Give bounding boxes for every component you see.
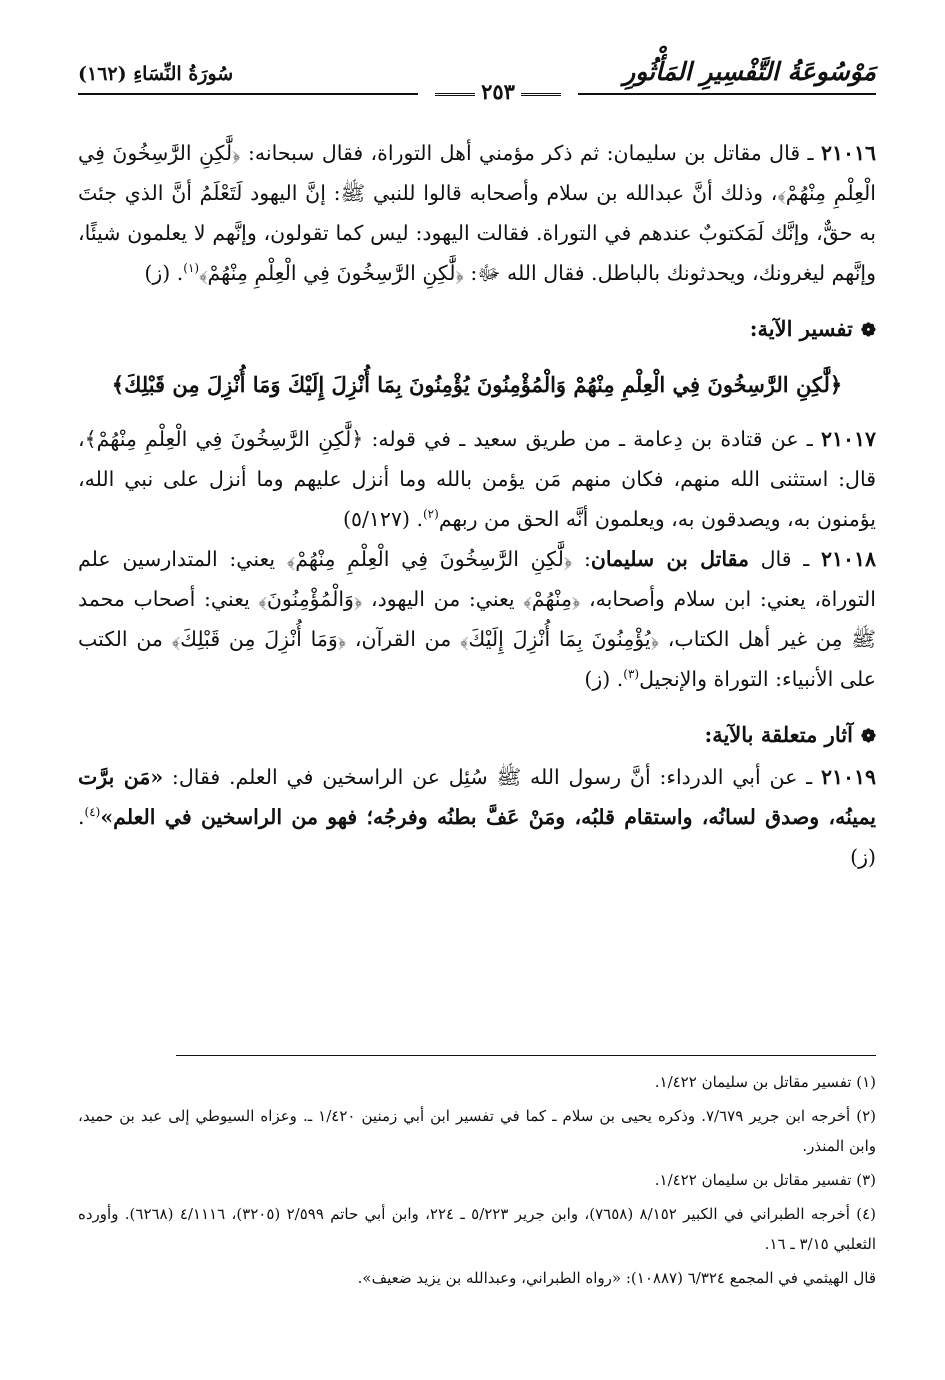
entry-text: ـ قال مقاتل بن سليمان: ثم ذكر مؤمني أهل التوراة، فقال سبحانه: ﴿لَّٰكِنِ الرَّٰسِخُونَ فِي الْعِلْمِ مِنْهُمْ﴾، وذلك أنَّ عبدالله بن سلام وأصحابه قالوا للنبي ﷺ: إنَّ اليهود لَتَعْلَمُ أنَّ الذي جئتَ به حقٌّ، وإنَّك لَمَكتوبٌ عندهم في التوراة. فقالت اليهود: ليس كما تقولون، وإنَّهم لا يعلمون شيئًا، وإنَّهم ليغرونك، ويحدثونك بالباطل. فقال الله ﷻ: ﴿لَّٰكِنِ الرَّٰسِخُونَ فِي الْعِلْمِ مِنْهُمْ﴾	[78, 141, 876, 285]
heading-text: آثار متعلقة بالآية:	[704, 722, 853, 747]
entry-number: ٢١٠١٦	[820, 141, 876, 165]
footnotes	[78, 1067, 876, 1297]
book-title: مَوْسُوعَةُ التَّفْسِيرِ المَأْثُورِ	[623, 57, 876, 86]
entry-number: ٢١٠١٧	[820, 427, 876, 451]
running-header	[78, 55, 876, 104]
ornament-left	[521, 93, 561, 96]
entry-end: . (٥/١٢٧)	[343, 507, 423, 531]
footnote-1: (١) تفسير مقاتل بن سليمان ١/٤٢٢.	[654, 1073, 876, 1091]
entry-intro: ـ قال	[748, 547, 821, 571]
entry-number: ٢١٠١٩	[820, 765, 876, 789]
entry-21018	[78, 539, 876, 699]
heading-text: تفسير الآية:	[749, 316, 853, 341]
footnote-2: (٢) أخرجه ابن جرير ٧/٦٧٩. وذكره يحيى بن سلام ـ كما في تفسير ابن أبي زمنين ١/٤٢٠ ـ. وعزاه السيوطي إلى عبد بن حميد، وابن المنذر.	[78, 1107, 876, 1155]
footnote-ref[interactable]: (٤)	[84, 805, 101, 820]
footnote-ref[interactable]: (٣)	[623, 667, 640, 682]
section-heading-athar	[78, 715, 876, 757]
flower-icon: ❁	[860, 726, 876, 747]
footnote-3: (٣) تفسير مقاتل بن سليمان ١/٤٢٢.	[654, 1171, 876, 1189]
page-number-box	[418, 77, 578, 111]
ornament-right	[435, 93, 475, 96]
footnote-separator	[176, 1055, 876, 1056]
section-heading-tafsir	[78, 309, 876, 351]
main-text	[78, 133, 876, 877]
flower-icon: ❁	[860, 320, 876, 341]
footnote-4: (٤) أخرجه الطبراني في الكبير ٨/١٥٢ (٧٦٥٨)، وابن جرير ٥/٢٢٣ ـ ٢٢٤، وابن أبي حاتم ٢/٥٩٩ (٣٢٠٥)، ٤/١١١٦ (٦٢٦٨). وأورده الثعلبي ٣/١٥ ـ ١٦.	[78, 1205, 876, 1253]
entry-text: ـ عن أبي الدرداء: أنَّ رسول الله ﷺ سُئِل عن الراسخين في العلم. فقال:	[163, 765, 821, 789]
entry-21017	[78, 419, 876, 539]
entry-text: : ﴿لَّٰكِنِ الرَّٰسِخُونَ فِي الْعِلْمِ مِنْهُمْ﴾ يعني: المتدارسين علم التوراة، يعني: ابن سلام وأصحابه، ﴿مِنْهُمْ﴾ يعني: من اليهود، ﴿وَالْمُؤْمِنُونَ﴾ يعني: أصحاب محمد ﷺ مِن غير أهل الكتاب، ﴿يُؤْمِنُونَ بِمَا أُنْزِلَ إِلَيْكَ﴾ من القرآن، ﴿وَمَا أُنْزِلَ مِن قَبْلِكَ﴾ من الكتب على الأنبياء: التوراة والإنجيل	[78, 547, 876, 691]
hadith-quote: «مَن برَّت يمينُه، وصدق لسانُه، واستقام قلبُه، ومَنْ عَفَّ بطنُه وفرجُه؛ فهو من الراسخين في العلم»	[78, 765, 876, 829]
footnote-4-note: قال الهيثمي في المجمع ٦/٣٢٤ (١٠٨٨٧): «رواه الطبراني، وعبدالله بن يزيد ضعيف».	[357, 1269, 876, 1287]
entry-21016	[78, 133, 876, 293]
entry-speaker: مقاتل بن سليمان	[590, 547, 749, 571]
entry-number: ٢١٠١٨	[820, 547, 876, 571]
surah-label: سُورَةُ النِّسَاءِ (١٦٢)	[78, 63, 234, 85]
page	[78, 55, 876, 1335]
entry-text: ـ عن قتادة بن دِعامة ـ من طريق سعيد ـ في قوله: ﴿لَّٰكِنِ الرَّٰسِخُونَ فِي الْعِلْمِ مِنْهُمْ﴾، قال: استثنى الله منهم، فكان منهم مَن يؤمن بالله وما أنزل عليهم وما أنزل على نبي الله، يؤمنون به، ويصدقون به، ويعلمون أنَّه الحق من ربهم	[78, 427, 876, 531]
entry-21019	[78, 757, 876, 877]
page-number: ٢٥٣	[481, 79, 515, 104]
entry-end: . (ز)	[144, 261, 184, 285]
entry-end: . (ز)	[584, 667, 624, 691]
footnote-ref[interactable]: (١)	[183, 261, 200, 276]
entry-end: . (ز)	[78, 805, 876, 869]
footnote-ref[interactable]: (٢)	[422, 507, 439, 522]
verse-text: ﴿لَّٰكِنِ الرَّٰسِخُونَ فِي الْعِلْمِ مِنْهُمْ وَالْمُؤْمِنُونَ يُؤْمِنُونَ بِمَا أُنْزِلَ إِلَيْكَ وَمَا أُنْزِلَ مِن قَبْلِكَ﴾	[111, 372, 843, 397]
